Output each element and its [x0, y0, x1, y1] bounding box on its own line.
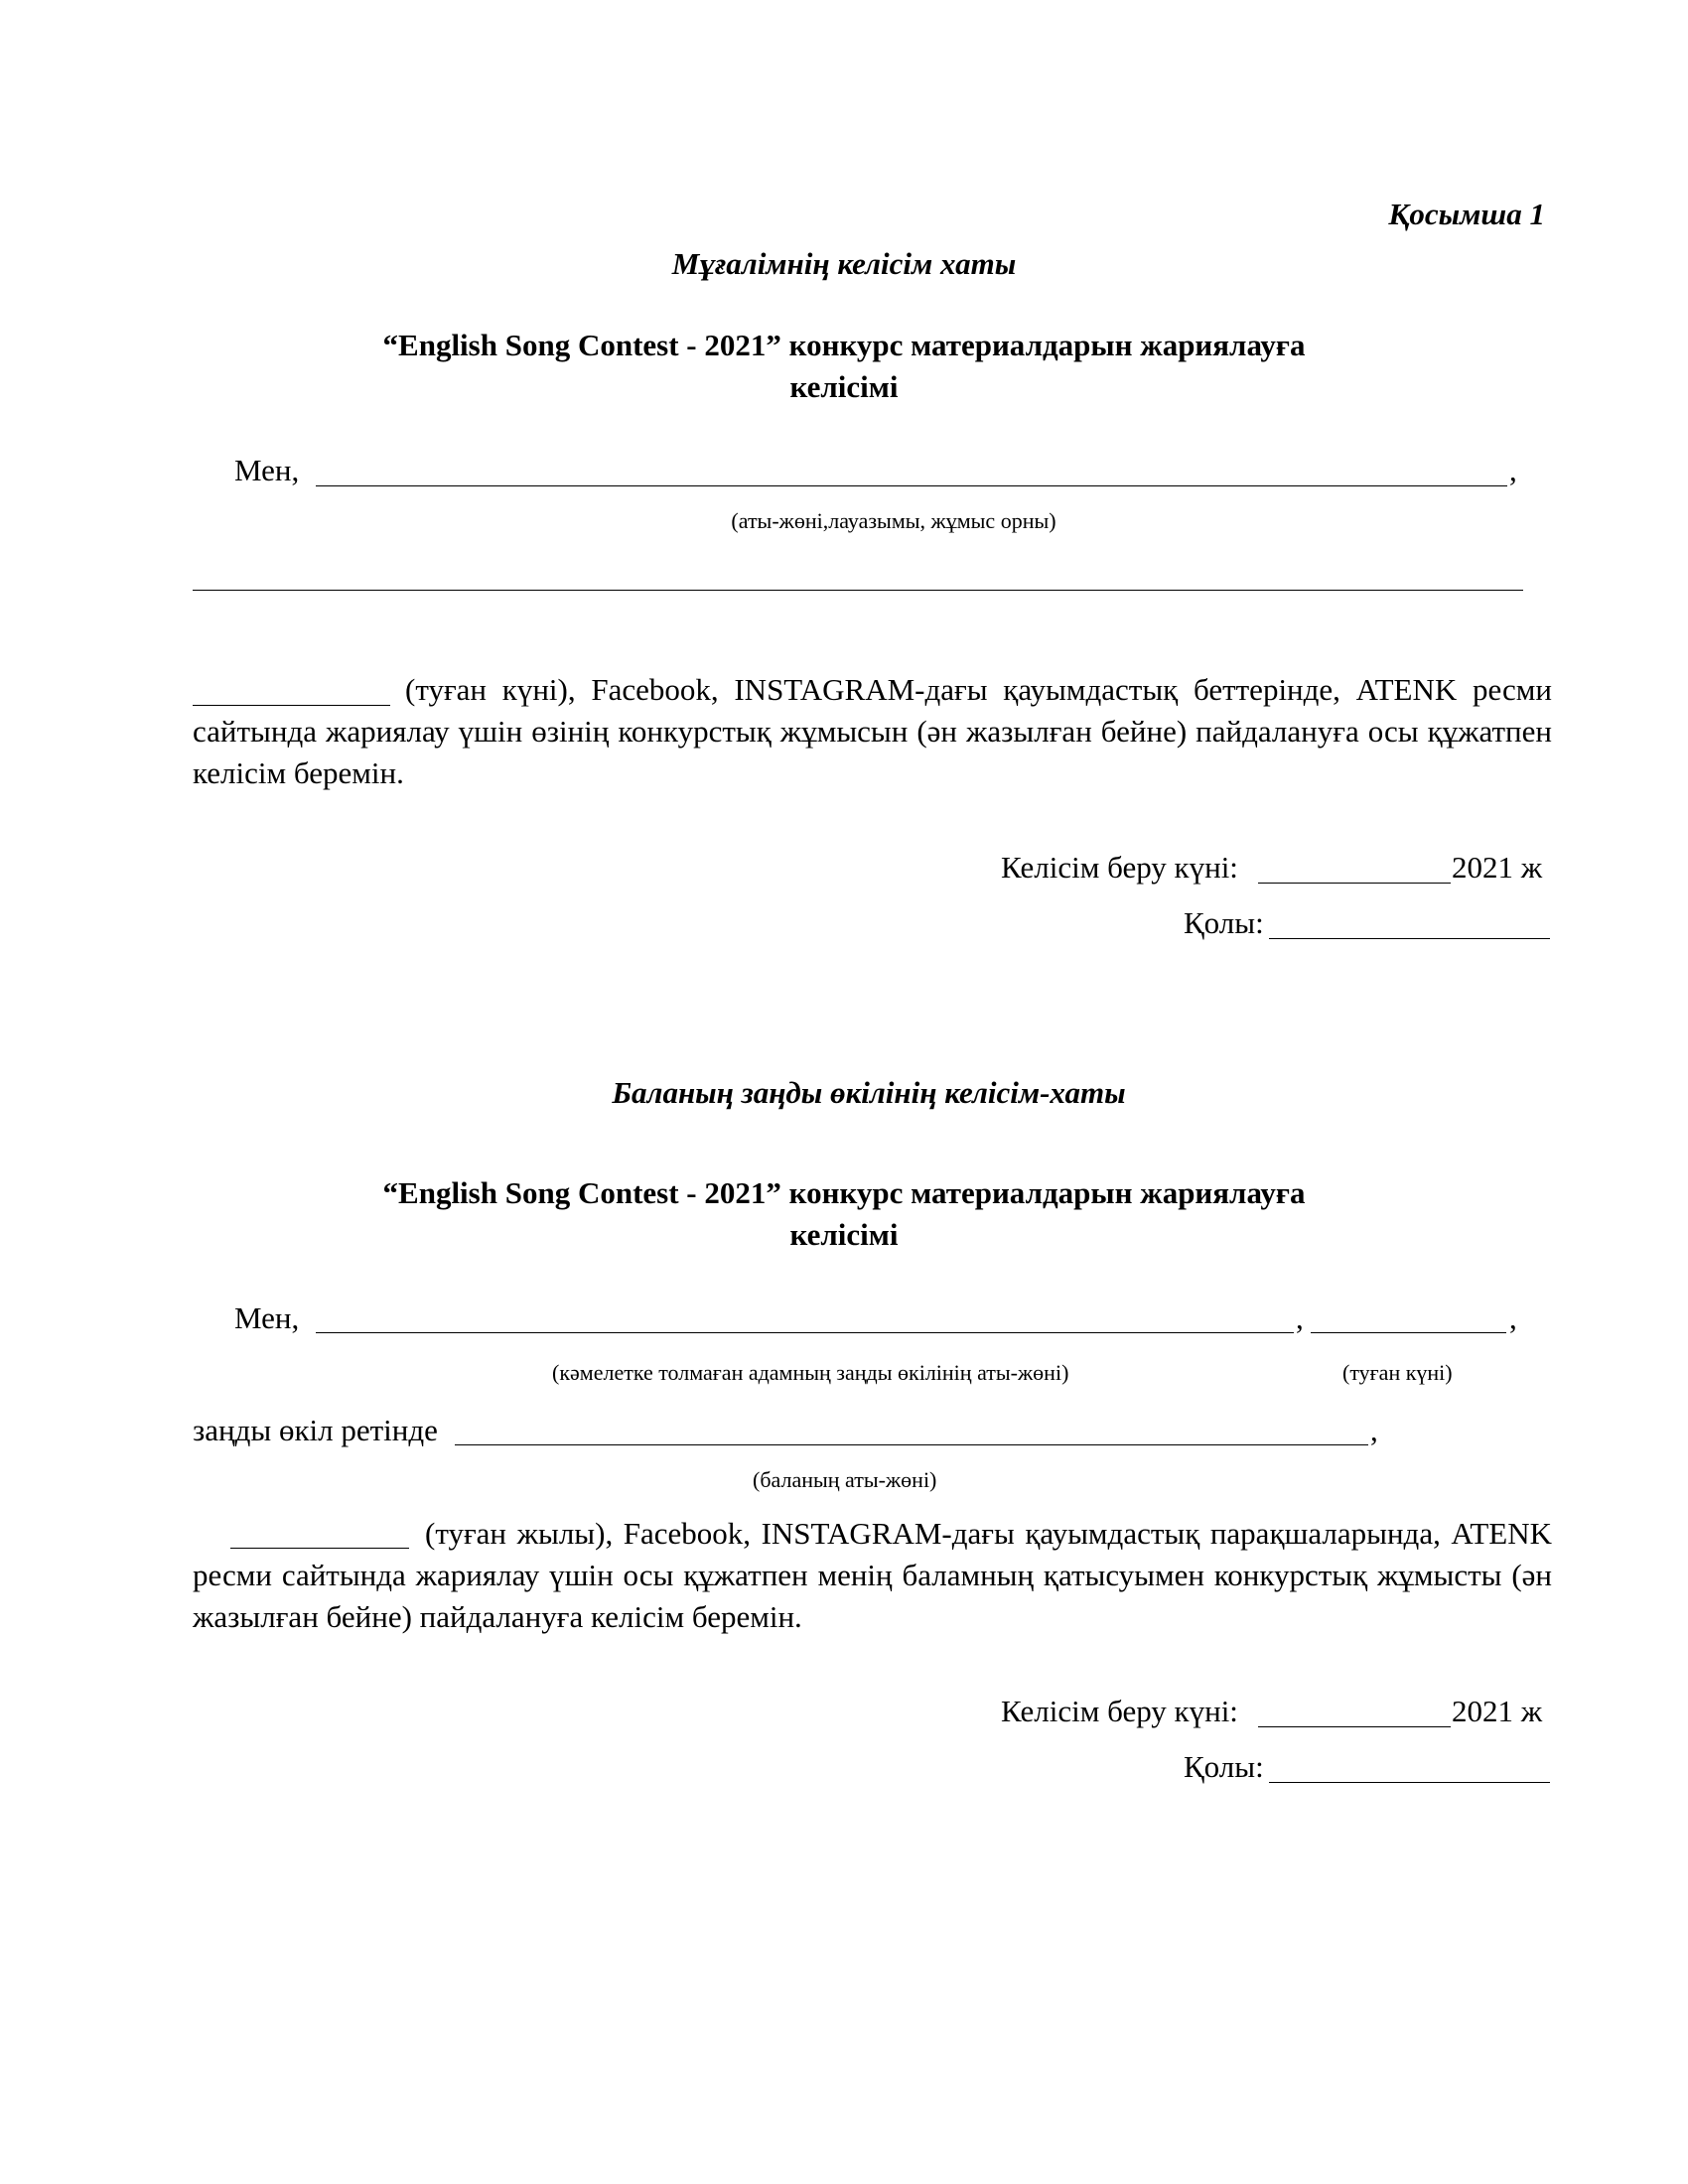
teacher-comma: ,	[1509, 453, 1517, 487]
parent-comma1: ,	[1296, 1300, 1304, 1335]
parent-title-line2: келісімі	[789, 1217, 899, 1252]
as-representative-label: заңды өкіл ретінде	[193, 1413, 438, 1447]
parent-birth-date-hint: (туған күні)	[1342, 1360, 1453, 1385]
child-name-hint: (баланың аты-жөні)	[753, 1467, 937, 1492]
parent-name-field[interactable]	[316, 1332, 1294, 1333]
teacher-position-field[interactable]	[193, 590, 1523, 591]
parent-heading: Баланың заңды өкілінің келісім-хаты	[612, 1075, 1126, 1110]
parent-birth-date-field[interactable]	[1311, 1332, 1506, 1333]
teacher-year-suffix: 2021 ж	[1452, 850, 1543, 885]
teacher-body-text: (туған күні), Facebook, INSTAGRAM-дағы қауымдастық беттерінде, ATENK ресми сайтында жариялау үшін өзінің конкурстық жұмысын (ән жазылған бейне) пайдалануға осы құжатпен келісім беремін.	[193, 672, 1552, 790]
teacher-date-field[interactable]	[1258, 883, 1451, 884]
parent-date-field[interactable]	[1258, 1726, 1451, 1727]
representative-name-hint: (кәмелетке толмаған адамның заңды өкілінің аты-жөні)	[552, 1360, 1069, 1385]
teacher-signature-label: Қолы:	[1184, 905, 1264, 940]
parent-comma2: ,	[1509, 1300, 1517, 1335]
parent-signature-label: Қолы:	[1184, 1749, 1264, 1784]
child-name-field[interactable]	[455, 1444, 1368, 1445]
parent-body-text: (туған жылы), Facebook, INSTAGRAM-дағы қауымдастық парақшаларында, ATENK ресми сайтында жариялау үшін осы құжатпен менің баламның қатысуымен конкурстық жұмысты (ән жазылған бейне) пайдалануға келісім беремін.	[193, 1516, 1552, 1634]
parent-i-label: Мен,	[234, 1300, 300, 1335]
teacher-title-line2: келісімі	[789, 369, 899, 404]
appendix-label: Қосымша 1	[1388, 197, 1545, 231]
teacher-date-label: Келісім беру күні:	[1001, 850, 1238, 885]
parent-year-suffix: 2021 ж	[1452, 1694, 1543, 1728]
parent-signature-field[interactable]	[1269, 1782, 1550, 1783]
teacher-heading: Мұғалімнің келісім хаты	[671, 246, 1017, 281]
teacher-i-label: Мен,	[234, 453, 300, 487]
parent-title-line1: “English Song Contest - 2021” конкурс материалдарын жариялауға	[382, 1175, 1306, 1210]
parent-comma3: ,	[1370, 1413, 1378, 1447]
teacher-signature-field[interactable]	[1269, 938, 1550, 939]
teacher-title-line1: “English Song Contest - 2021” конкурс материалдарын жариялауға	[382, 328, 1306, 362]
teacher-name-hint: (аты-жөні,лауазымы, жұмыс орны)	[731, 508, 1056, 533]
teacher-name-field[interactable]	[316, 485, 1507, 486]
parent-date-label: Келісім беру күні:	[1001, 1694, 1238, 1728]
